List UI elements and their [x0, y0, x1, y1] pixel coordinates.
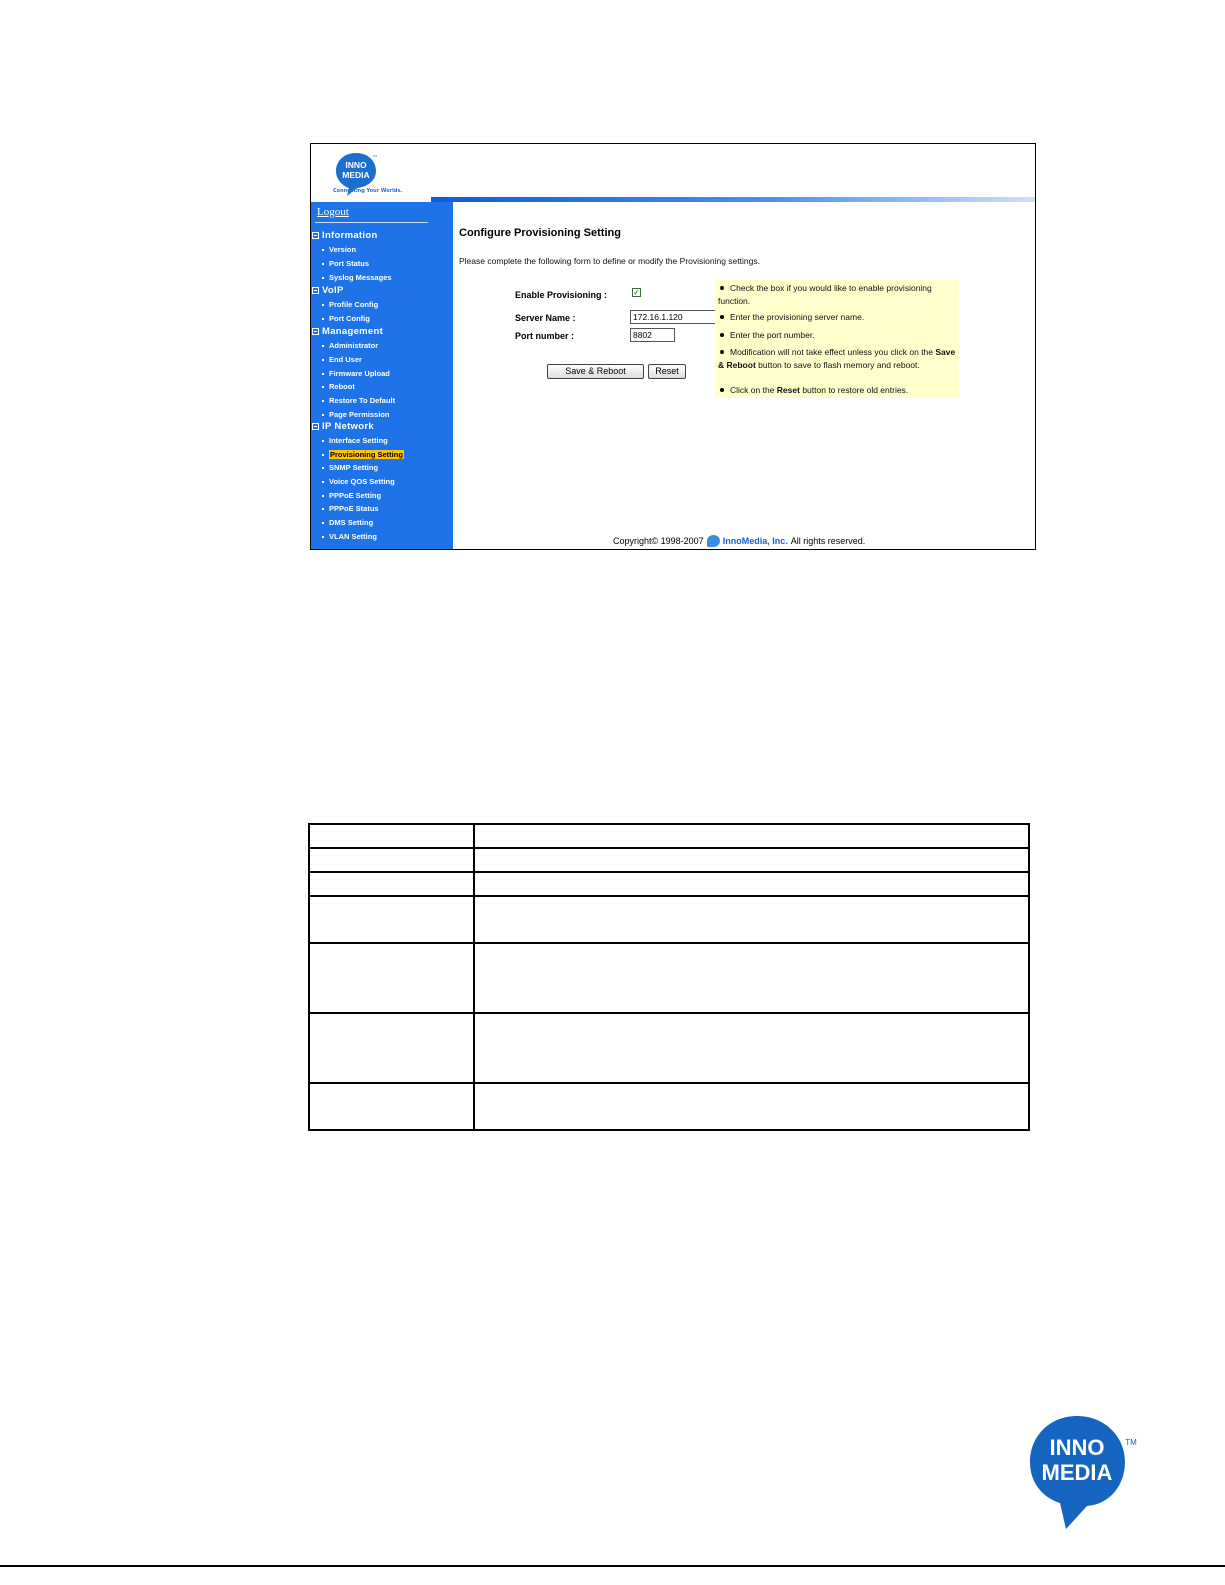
collapse-icon[interactable] — [312, 287, 319, 294]
table-cell — [474, 1083, 1029, 1130]
rights-text: All rights reserved. — [790, 536, 866, 546]
parameters-table — [308, 823, 1030, 1131]
sidebar-item-label: Port Config — [329, 314, 370, 323]
bullet-icon — [322, 508, 324, 510]
help-line-enable — [718, 282, 956, 307]
sidebar-item-label: VLAN Setting — [329, 532, 377, 541]
bullet-icon — [322, 522, 324, 524]
sidebar-item-administrator[interactable] — [322, 340, 378, 351]
bullet-icon — [322, 454, 324, 456]
bullet-icon — [322, 249, 324, 251]
bullet-icon — [322, 345, 324, 347]
page-intro: Please complete the following form to define or modify the Provisioning settings. — [459, 256, 760, 266]
sidebar-item-label: PPPoE Setting — [329, 491, 382, 500]
bullet-icon — [322, 386, 324, 388]
page-bottom-rule — [0, 1565, 1225, 1567]
sidebar-item-interface-setting[interactable] — [322, 435, 388, 446]
sidebar-item-label: Version — [329, 245, 357, 254]
help-text: button to restore old entries. — [802, 385, 909, 395]
sidebar-section-label: Management — [322, 325, 384, 337]
sidebar-item-page-permission[interactable] — [322, 409, 389, 420]
help-bold: Save & Reboot — [718, 347, 956, 370]
sidebar-item-dms-setting[interactable] — [322, 517, 373, 528]
sidebar-item-firmware-upload[interactable] — [322, 368, 390, 379]
help-line-reset — [718, 384, 956, 397]
table-row — [309, 1013, 1029, 1083]
bullet-icon — [322, 467, 324, 469]
help-text: Modification will not take effect unless you click on the — [730, 347, 934, 357]
logo-tagline: Connecting Your Worlds. — [333, 188, 403, 194]
sidebar-item-port-status[interactable] — [322, 258, 369, 269]
table-cell — [474, 872, 1029, 896]
sidebar-section-label: VoIP — [322, 284, 344, 296]
sidebar-item-label: Interface Setting — [329, 436, 388, 445]
sidebar-item-label: End User — [329, 355, 362, 364]
sidebar-item-vlan-setting[interactable] — [322, 531, 377, 542]
sidebar-item-voice-qos-setting[interactable] — [322, 476, 395, 487]
table-cell — [309, 896, 474, 943]
innomedia-small-logo-icon — [707, 535, 720, 547]
sidebar-item-label: Syslog Messages — [329, 273, 392, 282]
sidebar-section-management[interactable] — [312, 325, 383, 337]
sidebar-section-label: IP Network — [322, 420, 374, 432]
help-text: Enter the port number. — [730, 330, 815, 340]
table-cell — [474, 896, 1029, 943]
sidebar-item-label: Voice QOS Setting — [329, 477, 395, 486]
table-row — [309, 896, 1029, 943]
sidebar-divider — [315, 222, 428, 223]
sidebar-item-pppoe-setting[interactable] — [322, 490, 381, 501]
sidebar-item-label: PPPoE Status — [329, 504, 379, 513]
bullet-icon — [720, 388, 724, 392]
ui-screenshot — [310, 143, 1036, 550]
table-cell — [474, 824, 1029, 848]
logout-link[interactable]: Logout — [317, 206, 349, 218]
help-line-save — [718, 346, 956, 371]
sidebar-item-label: Port Status — [329, 259, 370, 268]
bullet-icon — [720, 315, 724, 319]
table-row — [309, 1083, 1029, 1130]
sidebar-item-syslog-messages[interactable] — [322, 272, 392, 283]
footer-logo-media: MEDIA — [1041, 1460, 1113, 1485]
sidebar-item-version[interactable] — [322, 244, 356, 255]
logo-tm: TM — [372, 154, 378, 158]
bullet-icon — [322, 495, 324, 497]
collapse-icon[interactable] — [312, 328, 319, 335]
bullet-icon — [322, 440, 324, 442]
sidebar-section-label: Information — [322, 229, 378, 241]
table-row — [309, 872, 1029, 896]
port-number-label: Port number : — [515, 331, 575, 341]
company-link[interactable]: InnoMedia, Inc. — [722, 536, 788, 546]
logo-text-inno: INNO — [345, 160, 367, 170]
footer-logo-tm: TM — [1125, 1438, 1137, 1447]
sidebar-item-label: Firmware Upload — [329, 369, 390, 378]
table-cell — [474, 943, 1029, 1013]
logo-text-media: MEDIA — [342, 170, 370, 180]
innomedia-footer-logo — [1027, 1412, 1140, 1532]
sidebar-item-label: Profile Config — [329, 300, 379, 309]
bullet-icon — [322, 277, 324, 279]
enable-provisioning-checkbox[interactable]: ✓ — [633, 288, 640, 297]
table-cell — [309, 1083, 474, 1130]
footer-logo-inno: INNO — [1049, 1435, 1105, 1460]
bullet-icon — [720, 350, 724, 354]
save-reboot-button[interactable]: Save & Reboot — [547, 364, 644, 379]
main-content — [453, 202, 1035, 549]
table-cell — [309, 1013, 474, 1083]
bullet-icon — [322, 304, 324, 306]
sidebar-section-voip[interactable] — [312, 284, 344, 296]
table-row — [309, 824, 1029, 848]
port-number-input[interactable] — [630, 328, 675, 342]
sidebar-item-pppoe-status[interactable] — [322, 503, 379, 514]
page-title: Configure Provisioning Setting — [459, 227, 621, 239]
help-text: Enter the provisioning server name. — [730, 312, 865, 322]
sidebar-item-label: Restore To Default — [329, 396, 396, 405]
help-line-port — [718, 329, 956, 342]
bullet-icon — [322, 263, 324, 265]
help-bold: Reset — [776, 385, 800, 395]
server-name-input[interactable] — [630, 310, 718, 324]
collapse-icon[interactable] — [312, 423, 319, 430]
sidebar-item-port-config[interactable] — [322, 313, 370, 324]
table-cell — [309, 943, 474, 1013]
sidebar-item-reboot[interactable] — [322, 381, 355, 392]
sidebar-item-label: Page Permission — [329, 410, 390, 419]
help-line-server — [718, 311, 956, 324]
help-text: Check the box if you would like to enable provisioning function. — [718, 283, 932, 306]
sidebar-item-end-user[interactable] — [322, 354, 362, 365]
page-header — [311, 144, 1035, 202]
table-cell — [474, 1013, 1029, 1083]
copyright-text: Copyright© 1998-2007 — [613, 536, 704, 546]
sidebar-section-information[interactable] — [312, 229, 378, 241]
bullet-icon — [322, 400, 324, 402]
collapse-icon[interactable] — [312, 232, 319, 239]
help-text: Click on the — [730, 385, 775, 395]
bullet-icon — [322, 536, 324, 538]
table-cell — [309, 848, 474, 872]
sidebar-item-label: SNMP Setting — [329, 463, 379, 472]
sidebar-item-label: Reboot — [329, 382, 355, 391]
help-panel — [715, 280, 959, 398]
bullet-icon — [322, 359, 324, 361]
sidebar-item-profile-config[interactable] — [322, 299, 378, 310]
table-row — [309, 848, 1029, 872]
sidebar-item-snmp-setting[interactable] — [322, 462, 378, 473]
server-name-label: Server Name : — [515, 313, 576, 323]
table-cell — [474, 848, 1029, 872]
sidebar-nav — [311, 202, 453, 549]
bullet-icon — [322, 414, 324, 416]
bullet-icon — [720, 333, 724, 337]
copyright-footer — [613, 535, 865, 547]
sidebar-section-ip-network[interactable] — [312, 420, 374, 432]
bullet-icon — [322, 318, 324, 320]
table-row — [309, 943, 1029, 1013]
sidebar-item-restore-to-default[interactable] — [322, 395, 395, 406]
enable-provisioning-label: Enable Provisioning : — [515, 290, 608, 300]
sidebar-item-provisioning-setting[interactable] — [322, 449, 404, 460]
help-text: button to save to flash memory and reboot. — [758, 359, 920, 370]
table-cell — [309, 872, 474, 896]
sidebar-item-label: Provisioning Setting — [330, 450, 403, 459]
sidebar-item-label: DMS Setting — [329, 518, 374, 527]
table-cell — [309, 824, 474, 848]
bullet-icon — [720, 286, 724, 290]
bullet-icon — [322, 481, 324, 483]
reset-button[interactable]: Reset — [648, 364, 686, 379]
bullet-icon — [322, 373, 324, 375]
sidebar-item-label: Administrator — [329, 341, 379, 350]
